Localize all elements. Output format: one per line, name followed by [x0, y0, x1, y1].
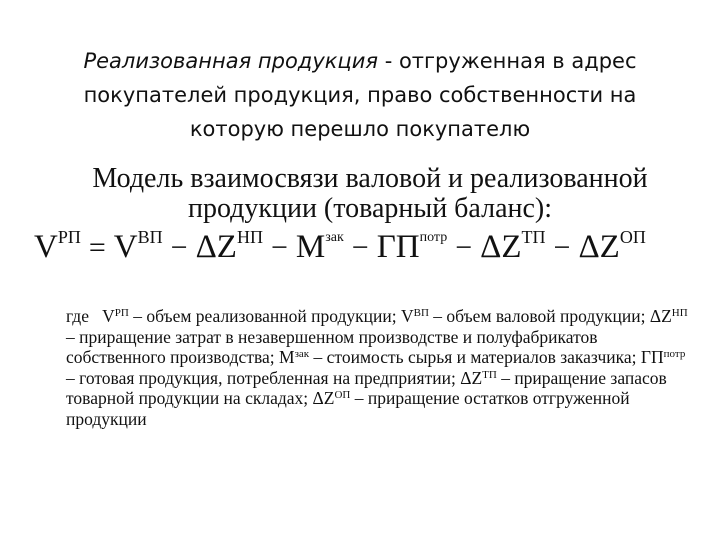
formula-minus: − [455, 231, 473, 264]
explanation-where: где [66, 306, 89, 326]
explanation-text: – приращение затрат в незавершенном производстве и полуфабрикатов собственного производства; [66, 326, 598, 367]
formula-explanation [66, 306, 696, 429]
definition-text: - отгруженная в адрес покупателей продукция, право собственности на которую перешло покупателю [83, 49, 637, 141]
explanation-gp-potr: ГП [640, 347, 664, 367]
formula-minus: − [553, 231, 571, 264]
formula-dz-tp: ΔZ [480, 229, 522, 265]
explanation-dz-np: ΔZ [649, 306, 672, 326]
formula-v-rp-superscript: РП [57, 227, 81, 247]
explanation-text: – приращение остатков отгруженной продукции [66, 388, 630, 429]
explanation-m-zak: М [279, 347, 295, 367]
explanation-v-vp-superscript: ВП [413, 307, 429, 319]
explanation-text: – объем реализованной продукции; [128, 306, 401, 326]
formula-minus: − [351, 231, 369, 264]
explanation-v-rp: V [102, 306, 115, 326]
formula-gp-potr: ГП [376, 229, 420, 265]
formula-v-vp-superscript: ВП [137, 227, 163, 247]
explanation-gp-potr-superscript: потр [663, 348, 686, 360]
formula-dz-np-superscript: НП [236, 227, 263, 247]
explanation-dz-tp-superscript: ТП [482, 368, 497, 381]
formula-minus: − [270, 231, 288, 264]
explanation-text: – приращение запасов товарной продукции на складах; [66, 367, 667, 408]
formula-v-vp: V [113, 229, 138, 265]
formula-gp-potr-superscript: потр [419, 230, 448, 245]
formula-m-zak: M [295, 229, 326, 265]
explanation-text: – стоимость сырья и материалов заказчика; [309, 347, 641, 367]
formula-v-rp: V [34, 229, 58, 265]
formula-minus: − [170, 231, 188, 264]
formula-equals: = [88, 231, 106, 264]
formula-dz-op: ΔZ [578, 229, 620, 265]
formula-dz-tp-superscript: ТП [521, 227, 546, 247]
formula-dz-op-superscript: ОП [619, 227, 646, 247]
explanation-dz-op: ΔZ [312, 388, 335, 408]
explanation-v-vp: V [400, 306, 414, 326]
model-heading-line-1: Модель взаимосвязи валовой и реализованной [92, 163, 648, 194]
explanation-text: – объем валовой продукции; [428, 306, 650, 326]
explanation-dz-op-superscript: ОП [334, 389, 351, 401]
formula-dz-np: ΔZ [195, 229, 237, 265]
explanation-dz-tp: ΔZ [460, 367, 483, 388]
explanation-dz-np-superscript: НП [671, 307, 688, 319]
explanation-text: – готовая продукция, потребленная на предприятии; [66, 367, 461, 388]
explanation-v-rp-superscript: РП [114, 307, 129, 319]
model-heading [50, 164, 690, 224]
definition-paragraph [40, 44, 680, 146]
balance-formula [34, 222, 710, 272]
model-heading-line-2: продукции (товарный баланс): [187, 193, 553, 224]
formula-m-zak-superscript: зак [325, 230, 344, 245]
explanation-m-zak-superscript: зак [294, 348, 310, 360]
defined-term: Реализованная продукция [83, 49, 379, 73]
